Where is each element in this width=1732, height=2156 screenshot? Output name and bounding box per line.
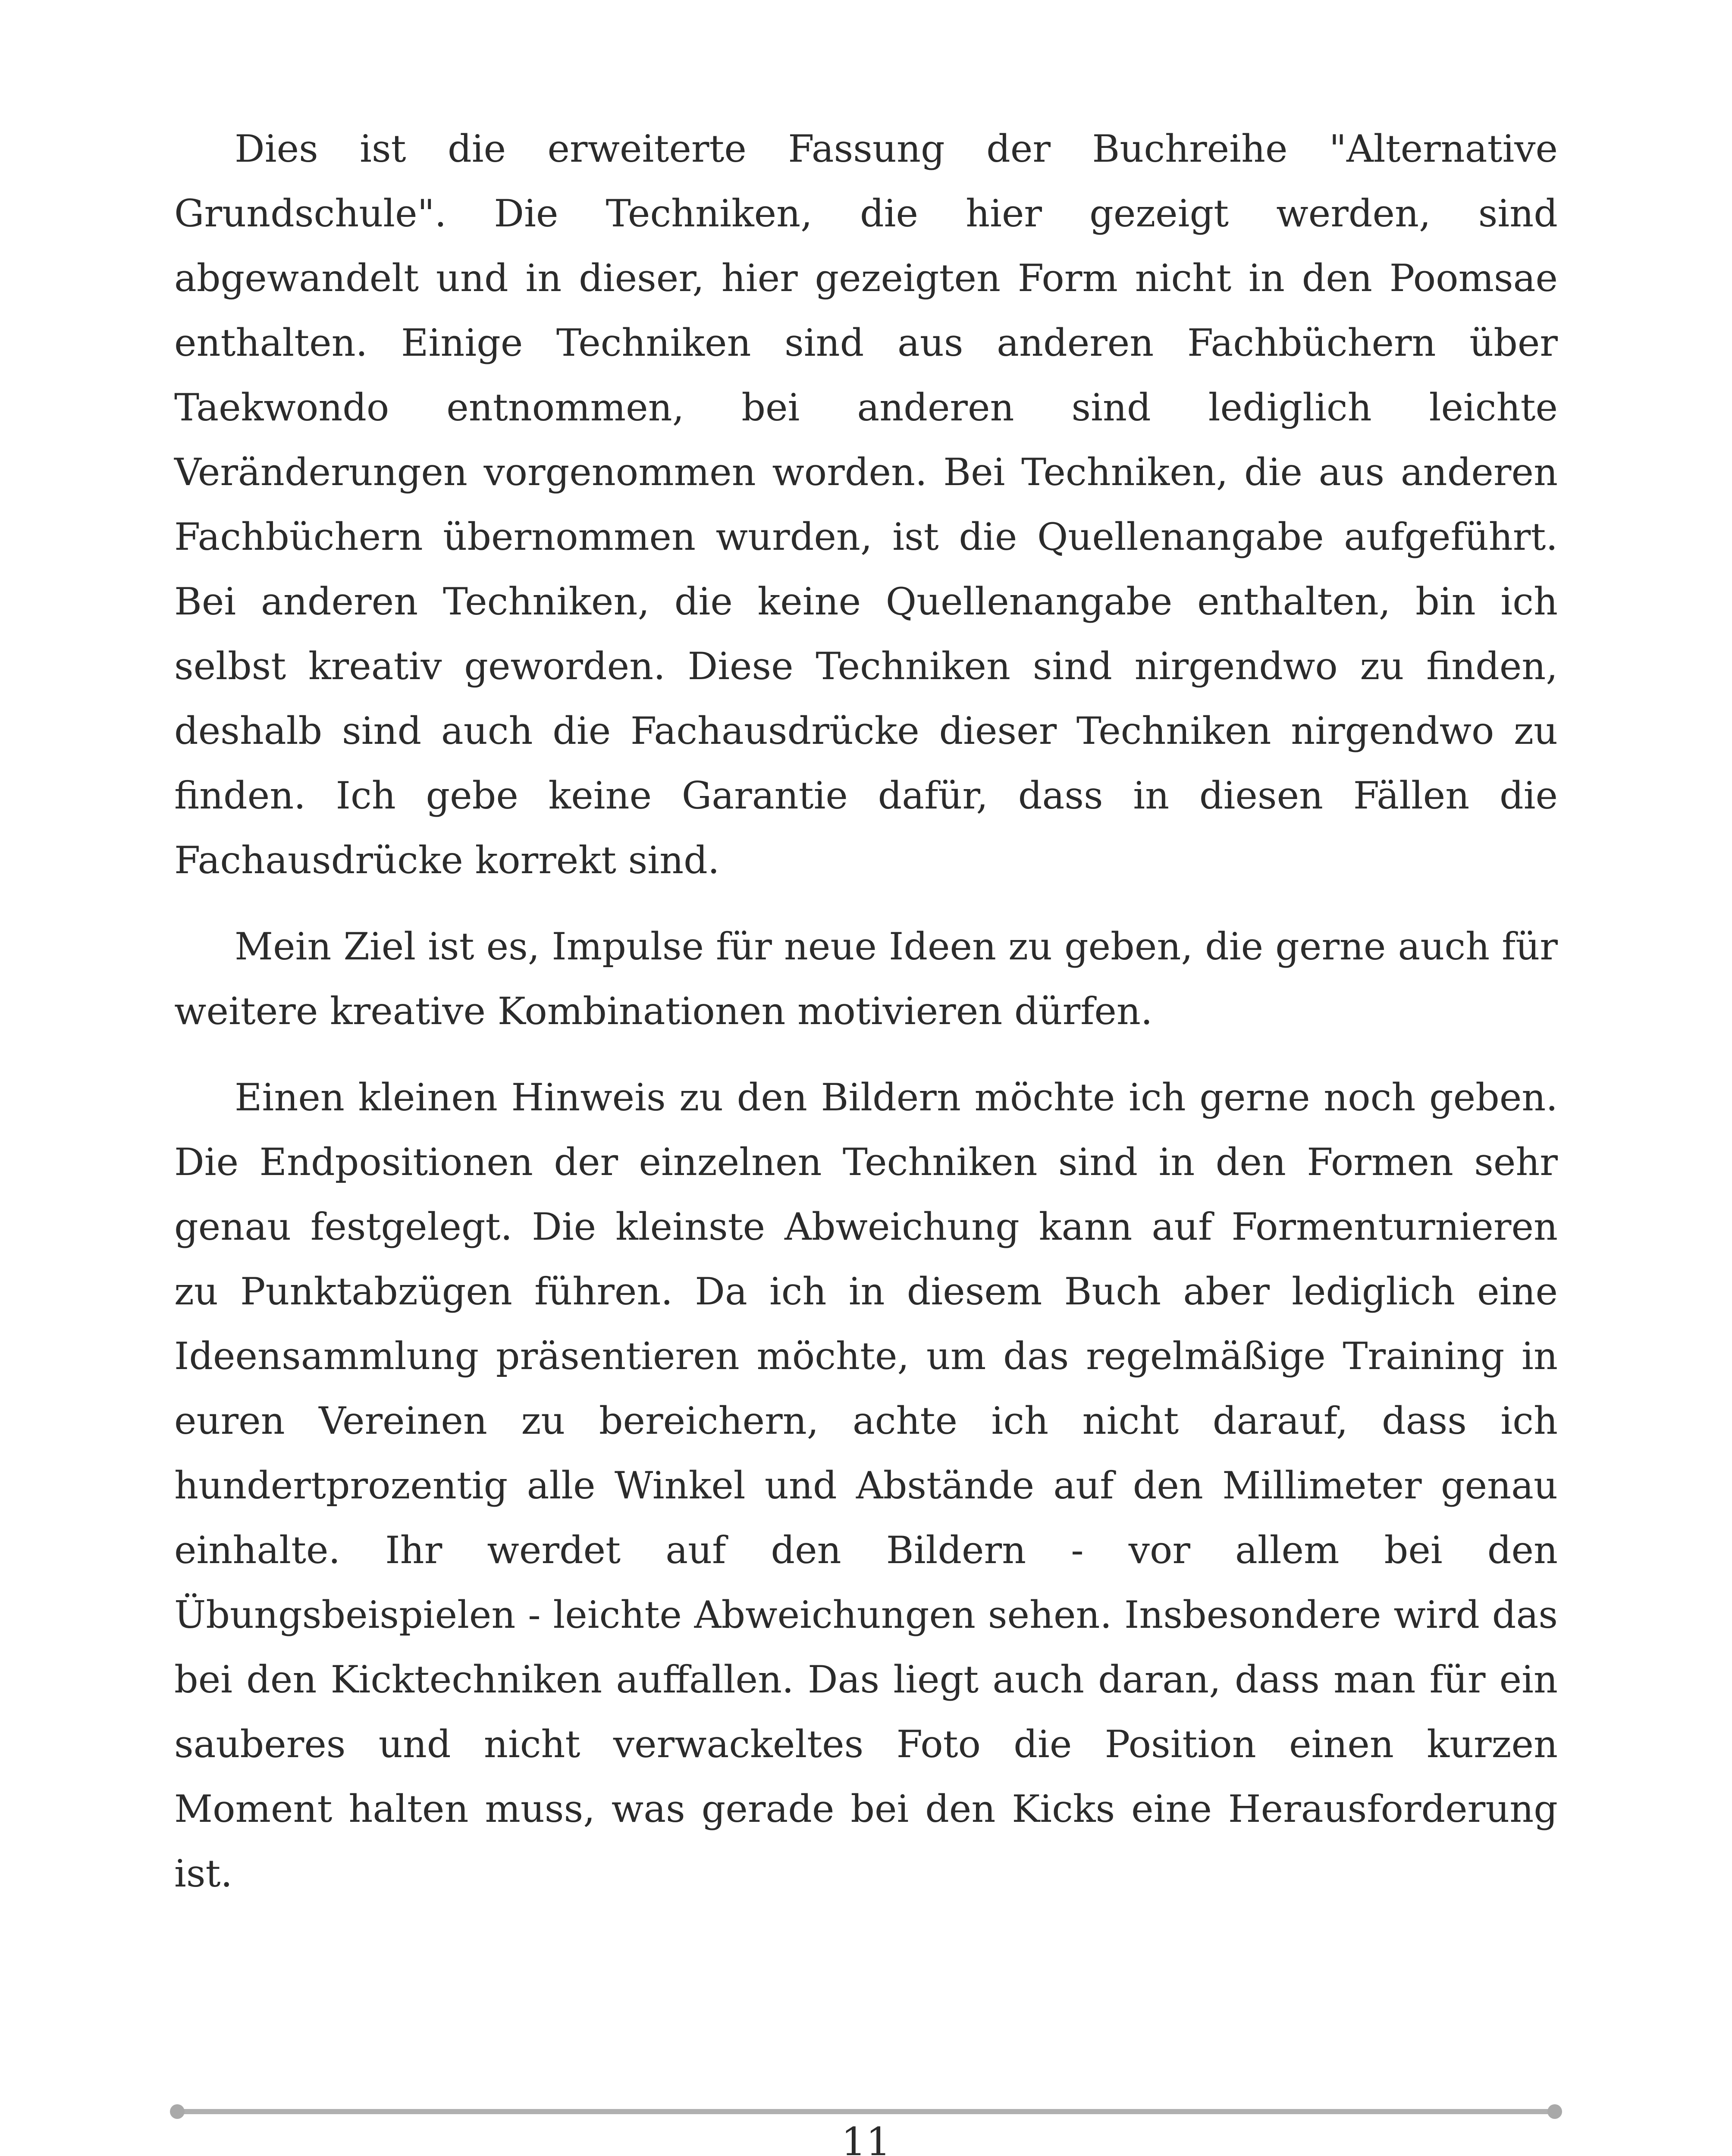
footer-divider-line bbox=[176, 2109, 1556, 2114]
body-text bbox=[174, 116, 1558, 1927]
paragraph-images-note: Einen kleinen Hinweis zu den Bildern möchte ich gerne noch geben. Die Endpositionen der einzelnen Techniken sind in den Formen sehr genau festgelegt. Die kleinste Abweichung kann auf Formenturnieren zu Punktabzügen führen. Da ich in diesem Buch aber lediglich eine Ideensammlung präsentieren möchte, um das regelmäßige Training in euren Vereinen zu bereichern, achte ich nicht darauf, dass ich hundertprozentig alle Winkel und Abstände auf den Millimeter genau einhalte. Ihr werdet auf den Bildern - vor allem bei den Übungsbeispielen - leichte Abweichungen sehen. Insbesondere wird das bei den Kicktechniken auffallen. Das liegt auch daran, dass man für ein sauberes und nicht verwackeltes Foto die Position einen kurzen Moment halten muss, was gerade bei den Kicks eine Herausforderung ist. bbox=[174, 1075, 1558, 1896]
page-number: 11 bbox=[841, 2119, 891, 2156]
paragraph-goal: Mein Ziel ist es, Impulse für neue Ideen zu geben, die gerne auch für weitere kreative Kombinationen motivieren dürfen. bbox=[174, 924, 1558, 1033]
paragraph-intro: Dies ist die erweiterte Fassung der Buchreihe "Alternative Grundschule". Die Techniken, die hier gezeigt werden, sind abgewandelt und in dieser, hier gezeigten Form nicht in den Poomsae enthalten. Einige Techniken sind aus anderen Fachbüchern über Taekwondo entnommen, bei anderen sind lediglich leichte Veränderungen vorgenommen worden. Bei Techniken, die aus anderen Fachbüchern übernommen wurden, ist die Quellenangabe aufgeführt. Bei anderen Techniken, die keine Quellenangabe enthalten, bin ich selbst kreativ geworden. Diese Techniken sind nirgendwo zu finden, deshalb sind auch die Fachausdrücke dieser Techniken nirgendwo zu finden. Ich gebe keine Garantie dafür, dass in diesen Fällen die Fachausdrücke korrekt sind. bbox=[174, 127, 1558, 882]
footer-divider bbox=[172, 2104, 1560, 2117]
footer-divider-right-dot bbox=[1547, 2104, 1562, 2119]
footer-divider-left-dot bbox=[170, 2104, 185, 2119]
